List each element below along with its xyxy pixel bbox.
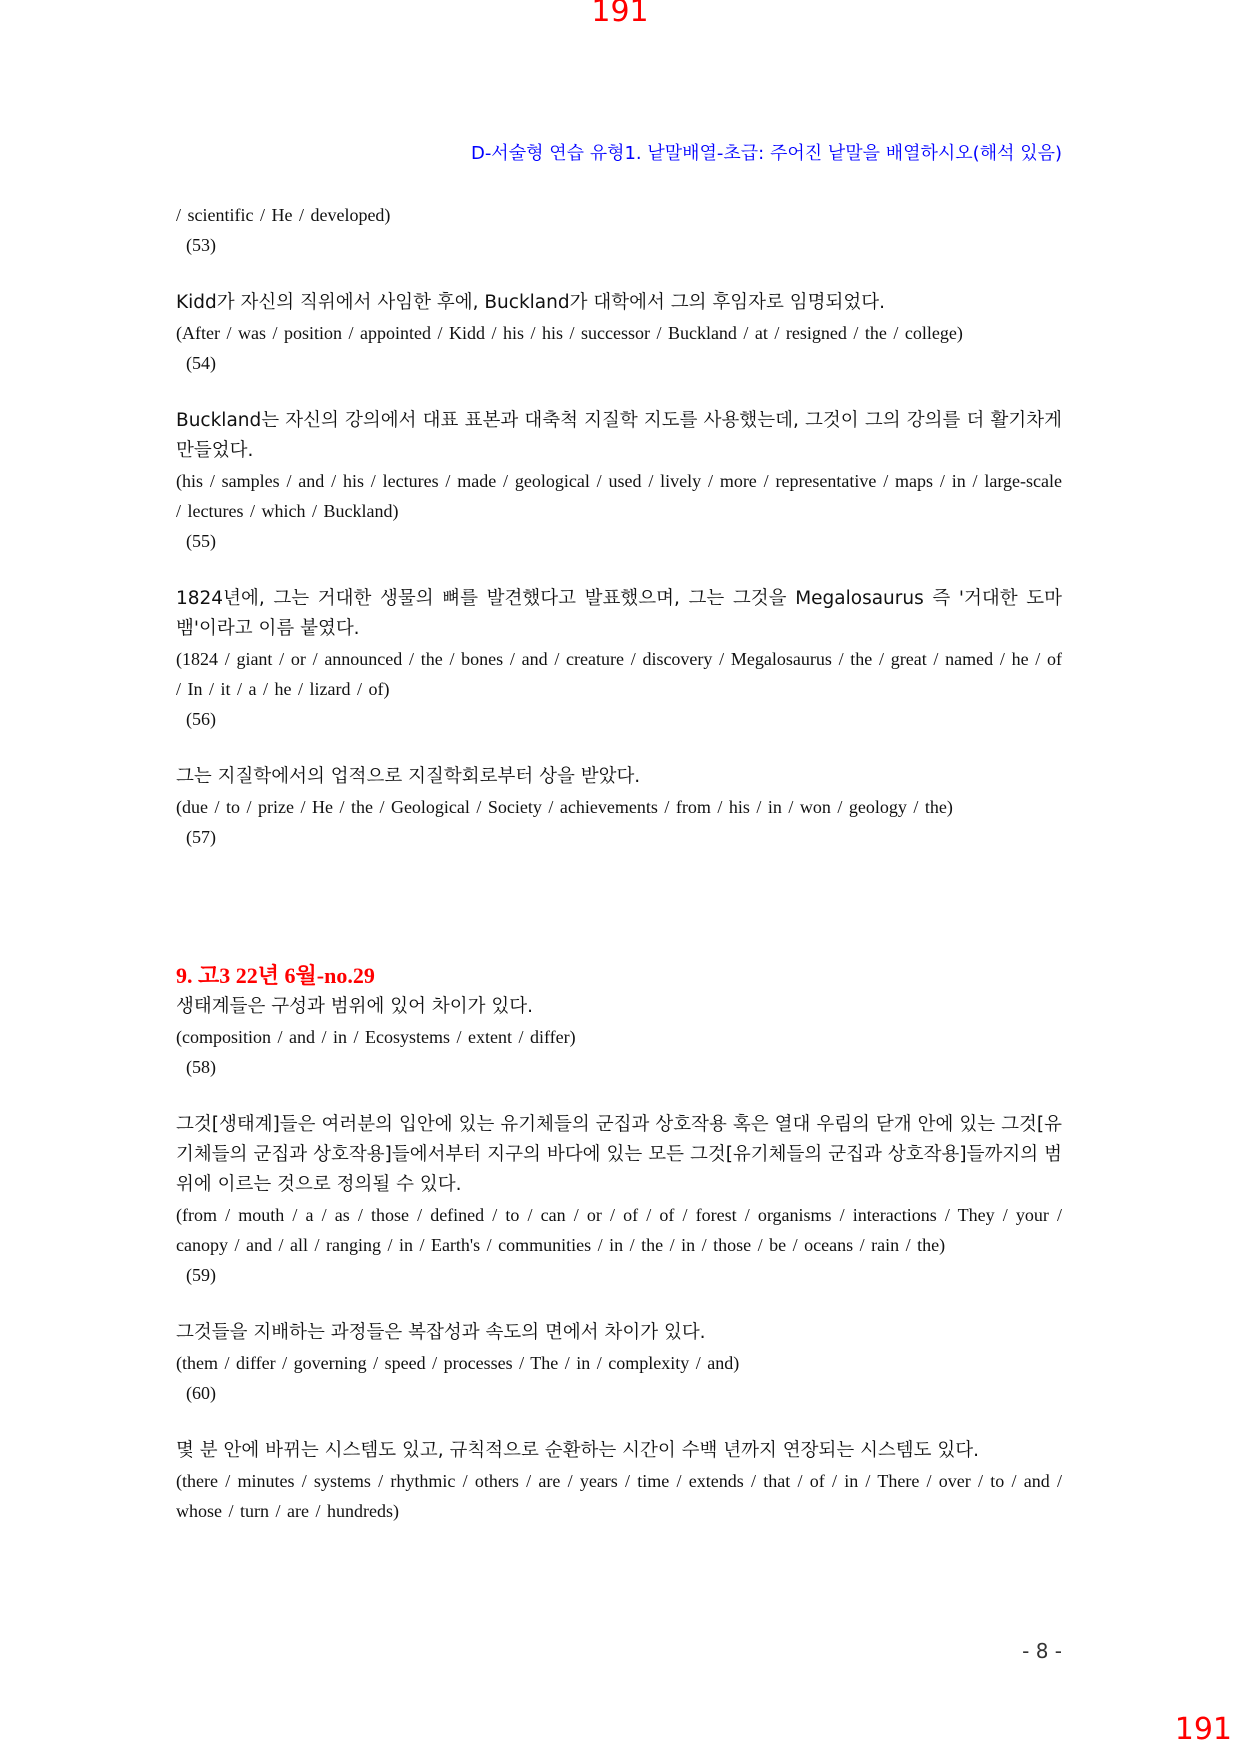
question-item (176, 1436, 1062, 1526)
question-item (176, 584, 1062, 734)
word-bank: (there / minutes / systems / rhythmic / others / are / years / time / extends / that / of / in / There / over / to / and / whose / turn / are / hundreds) (176, 1471, 1062, 1521)
korean-translation: 그것들을 지배하는 과정들은 복잡성과 속도의 면에서 차이가 있다. (176, 1322, 706, 1343)
answer-number: (60) (186, 1383, 216, 1403)
question-item (176, 406, 1062, 556)
korean-translation: 그는 지질학에서의 업적으로 지질학회로부터 상을 받았다. (176, 766, 641, 787)
korean-translation: Kidd가 자신의 직위에서 사임한 후에, Buckland가 대학에서 그의 후임자로 임명되었다. (176, 292, 885, 313)
answer-number: (59) (186, 1265, 216, 1285)
korean-translation: 1824년에, 그는 거대한 생물의 뼈를 발견했다고 발표했으며, 그는 그것을 Megalosaurus 즉 '거대한 도마뱀'이라고 이름 붙였다. (176, 588, 1062, 639)
korean-translation: 생태계들은 구성과 범위에 있어 차이가 있다. (176, 996, 533, 1017)
section-title: 9. 고3 22년 6월-no.29 (176, 963, 375, 988)
korean-translation: 그것[생태계]들은 여러분의 입안에 있는 유기체들의 군집과 상호작용 혹은 열대 우림의 닫개 안에 있는 그것[유기체들의 군집과 상호작용]들에서부터 지구의 바다에 있는 모든 그것[유기체들의 군집과 상호작용]들까지의 범위에 이르는 것으로 정의될 수 있다. (176, 1114, 1062, 1195)
answer-number: (56) (186, 709, 216, 729)
word-bank: (them / differ / governing / speed / processes / The / in / complexity / and) (176, 1353, 740, 1373)
section-spacer (176, 880, 1062, 960)
answer-number: (58) (186, 1057, 216, 1077)
word-bank: / scientific / He / developed) (176, 205, 391, 225)
question-item (176, 762, 1062, 852)
question-item (176, 1318, 1062, 1408)
worksheet-header: D-서술형 연습 유형1. 낱말배열-초급: 주어진 낱말을 배열하시오(해석 있음) (470, 143, 1062, 164)
answer-number: (55) (186, 531, 216, 551)
korean-translation: 몇 분 안에 바뀌는 시스템도 있고, 규칙적으로 순환하는 시간이 수백 년까지 연장되는 시스템도 있다. (176, 1440, 980, 1461)
bottom-page-number: 191 (1174, 1712, 1232, 1747)
word-bank: (from / mouth / a / as / those / defined / to / can / or / of / of / forest / organisms / interactions / They / your / canopy / and / all / ranging / in / Earth's / communities / in / the / in / those / be / oceans / rain / the) (176, 1205, 1062, 1255)
answer-number: (54) (186, 353, 216, 373)
top-page-number: 191 (591, 0, 649, 29)
answer-number: (53) (186, 235, 216, 255)
korean-translation: Buckland는 자신의 강의에서 대표 표본과 대축척 지질학 지도를 사용했는데, 그것이 그의 강의를 더 활기차게 만들었다. (176, 410, 1062, 461)
continued-item (176, 200, 1062, 260)
question-item (176, 288, 1062, 378)
word-bank: (1824 / giant / or / announced / the / bones / and / creature / discovery / Megalosaurus / the / great / named / he / of / In / it / a / he / lizard / of) (176, 649, 1062, 699)
word-bank: (composition / and / in / Ecosystems / extent / differ) (176, 1027, 576, 1047)
word-bank: (due / to / prize / He / the / Geological / Society / achievements / from / his / in / won / geology / the) (176, 797, 953, 817)
page-label: - 8 - (1022, 1639, 1062, 1663)
question-item (176, 992, 1062, 1082)
word-bank: (After / was / position / appointed / Kidd / his / his / successor / Buckland / at / resigned / the / college) (176, 323, 963, 343)
word-bank: (his / samples / and / his / lectures / made / geological / used / lively / more / representative / maps / in / large-scale / lectures / which / Buckland) (176, 471, 1062, 521)
question-item (176, 1110, 1062, 1290)
worksheet-content (176, 200, 1062, 1554)
answer-number: (57) (186, 827, 216, 847)
